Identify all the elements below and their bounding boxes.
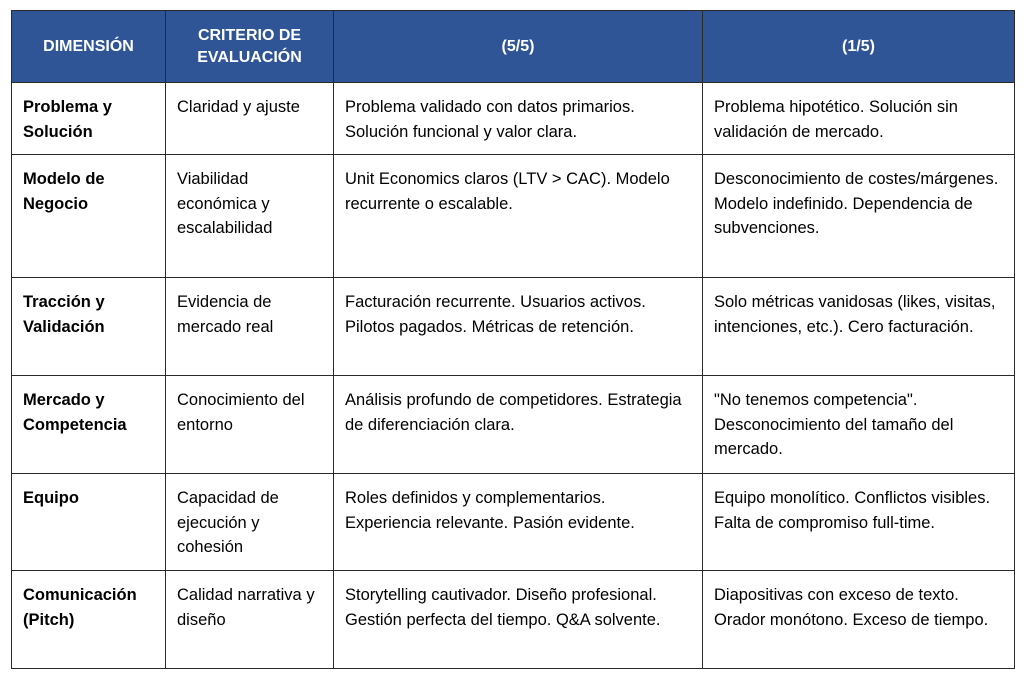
- evaluation-rubric-table: [11, 10, 1015, 669]
- table-row: [12, 278, 1015, 376]
- dimension-cell: Comunicación (Pitch): [12, 571, 166, 669]
- table-row: [12, 474, 1015, 571]
- top-score-cell: Storytelling cautivador. Diseño profesional. Gestión perfecta del tiempo. Q&A solvente.: [334, 571, 703, 669]
- table-row: [12, 376, 1015, 474]
- dimension-cell: Problema y Solución: [12, 83, 166, 155]
- bottom-score-cell: "No tenemos competencia". Desconocimiento del tamaño del mercado.: [703, 376, 1015, 474]
- header-dimension: DIMENSIÓN: [12, 11, 166, 83]
- table-row: [12, 571, 1015, 669]
- table-row: [12, 83, 1015, 155]
- criterion-cell: Capacidad de ejecución y cohesión: [166, 474, 334, 571]
- top-score-cell: Análisis profundo de competidores. Estrategia de diferenciación clara.: [334, 376, 703, 474]
- bottom-score-cell: Problema hipotético. Solución sin validación de mercado.: [703, 83, 1015, 155]
- top-score-cell: Problema validado con datos primarios. Solución funcional y valor clara.: [334, 83, 703, 155]
- top-score-cell: Roles definidos y complementarios. Experiencia relevante. Pasión evidente.: [334, 474, 703, 571]
- criterion-cell: Viabilidad económica y escalabilidad: [166, 155, 334, 278]
- criterion-cell: Claridad y ajuste: [166, 83, 334, 155]
- bottom-score-cell: Solo métricas vanidosas (likes, visitas, intenciones, etc.). Cero facturación.: [703, 278, 1015, 376]
- criterion-cell: Calidad narrativa y diseño: [166, 571, 334, 669]
- dimension-cell: Modelo de Negocio: [12, 155, 166, 278]
- bottom-score-cell: Equipo monolítico. Conflictos visibles. Falta de compromiso full-time.: [703, 474, 1015, 571]
- top-score-cell: Facturación recurrente. Usuarios activos. Pilotos pagados. Métricas de retención.: [334, 278, 703, 376]
- dimension-cell: Equipo: [12, 474, 166, 571]
- dimension-cell: Mercado y Competencia: [12, 376, 166, 474]
- header-criterion: CRITERIO DE EVALUACIÓN: [166, 11, 334, 83]
- header-bottom-score: (1/5): [703, 11, 1015, 83]
- header-top-score: (5/5): [334, 11, 703, 83]
- criterion-cell: Conocimiento del entorno: [166, 376, 334, 474]
- top-score-cell: Unit Economics claros (LTV > CAC). Modelo recurrente o escalable.: [334, 155, 703, 278]
- header-row: [12, 11, 1015, 83]
- dimension-cell: Tracción y Validación: [12, 278, 166, 376]
- bottom-score-cell: Desconocimiento de costes/márgenes. Modelo indefinido. Dependencia de subvenciones.: [703, 155, 1015, 278]
- bottom-score-cell: Diapositivas con exceso de texto. Orador monótono. Exceso de tiempo.: [703, 571, 1015, 669]
- criterion-cell: Evidencia de mercado real: [166, 278, 334, 376]
- table-row: [12, 155, 1015, 278]
